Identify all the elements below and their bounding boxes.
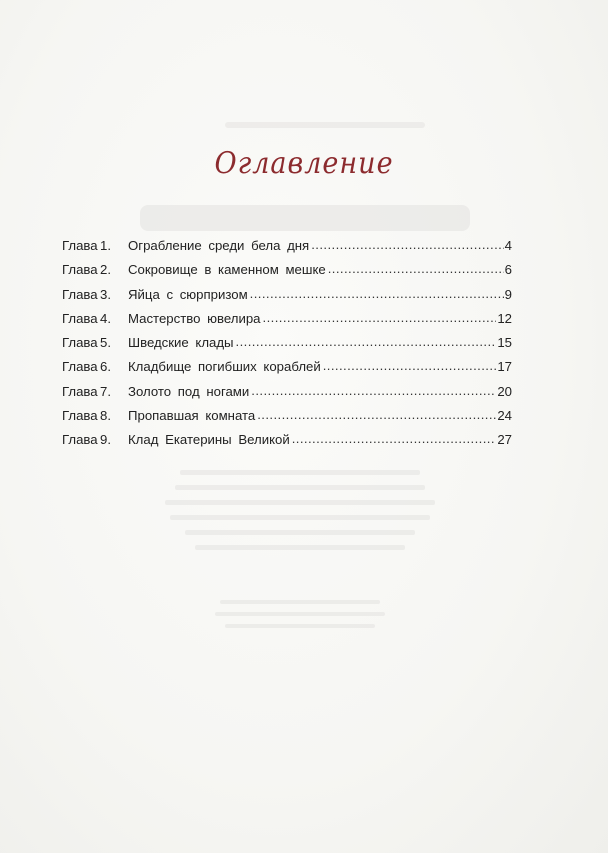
- toc-entry-page: 12: [497, 310, 512, 326]
- toc-entry-title: Клад Екатерины Великой: [128, 432, 290, 448]
- toc-entry[interactable]: [62, 408, 512, 432]
- toc-entry-number: 8.: [100, 408, 111, 424]
- toc-entry[interactable]: [62, 238, 512, 262]
- toc-entry-title: Ограбление среди бела дня: [128, 238, 310, 253]
- toc-entry-page: 27: [497, 432, 512, 448]
- toc-entry[interactable]: [62, 359, 512, 383]
- toc-dot-leader: [311, 237, 503, 252]
- toc-entry[interactable]: [62, 287, 512, 311]
- toc-entry-label: Глава: [62, 262, 98, 278]
- toc-entry-label: Глава: [62, 432, 98, 448]
- toc-heading: Оглавление: [214, 146, 394, 181]
- toc-entry-page: 4: [504, 238, 512, 253]
- toc-entry-page: 20: [497, 383, 512, 399]
- toc-entry[interactable]: [62, 432, 512, 456]
- toc-entry-title: Мастерство ювелира: [128, 310, 261, 326]
- toc-entry-page: 6: [504, 262, 512, 278]
- toc-dot-leader: [257, 407, 496, 422]
- toc-entry-title: Шведские клады: [128, 335, 234, 351]
- toc-dot-leader: [250, 286, 504, 301]
- toc-entry-title: Кладбище погибших кораблей: [128, 359, 321, 375]
- toc-dot-leader: [263, 310, 497, 325]
- toc-entry[interactable]: [62, 384, 512, 408]
- toc-dot-leader: [328, 261, 504, 276]
- toc-entry-number: 4.: [100, 310, 111, 326]
- toc-entry-page: 15: [497, 335, 512, 351]
- toc-dot-leader: [251, 383, 496, 398]
- toc-entry-number: 3.: [100, 286, 111, 302]
- toc-dot-leader: [292, 431, 497, 446]
- toc-entry-label: Глава: [62, 359, 98, 375]
- toc-entry-title: Сокровище в каменном мешке: [128, 262, 326, 278]
- toc-entry-label: Глава: [62, 238, 98, 253]
- toc-dot-leader: [236, 334, 497, 349]
- toc-entry[interactable]: [62, 335, 512, 359]
- toc-entry-page: 17: [497, 359, 512, 375]
- toc-entry-label: Глава: [62, 408, 98, 424]
- toc-entry[interactable]: [62, 262, 512, 286]
- toc-entry-page: 24: [497, 408, 512, 424]
- toc-entry-title: Пропавшая комната: [128, 408, 256, 424]
- toc-entry-label: Глава: [62, 335, 98, 351]
- table-of-contents: [62, 238, 512, 457]
- toc-entry-page: 9: [504, 286, 512, 302]
- toc-entry-number: 6.: [100, 359, 111, 375]
- toc-entry-number: 9.: [100, 432, 111, 448]
- toc-entry-title: Яйца с сюрпризом: [128, 286, 248, 302]
- toc-entry-number: 1.: [100, 238, 111, 253]
- toc-dot-leader: [323, 358, 497, 373]
- toc-entry-label: Глава: [62, 383, 98, 399]
- toc-entry-title: Золото под ногами: [128, 383, 250, 399]
- toc-entry-label: Глава: [62, 286, 98, 302]
- toc-entry-number: 7.: [100, 383, 111, 399]
- toc-entry-label: Глава: [62, 310, 98, 326]
- toc-entry[interactable]: [62, 311, 512, 335]
- toc-entry-number: 2.: [100, 262, 111, 278]
- toc-entry-number: 5.: [100, 335, 111, 351]
